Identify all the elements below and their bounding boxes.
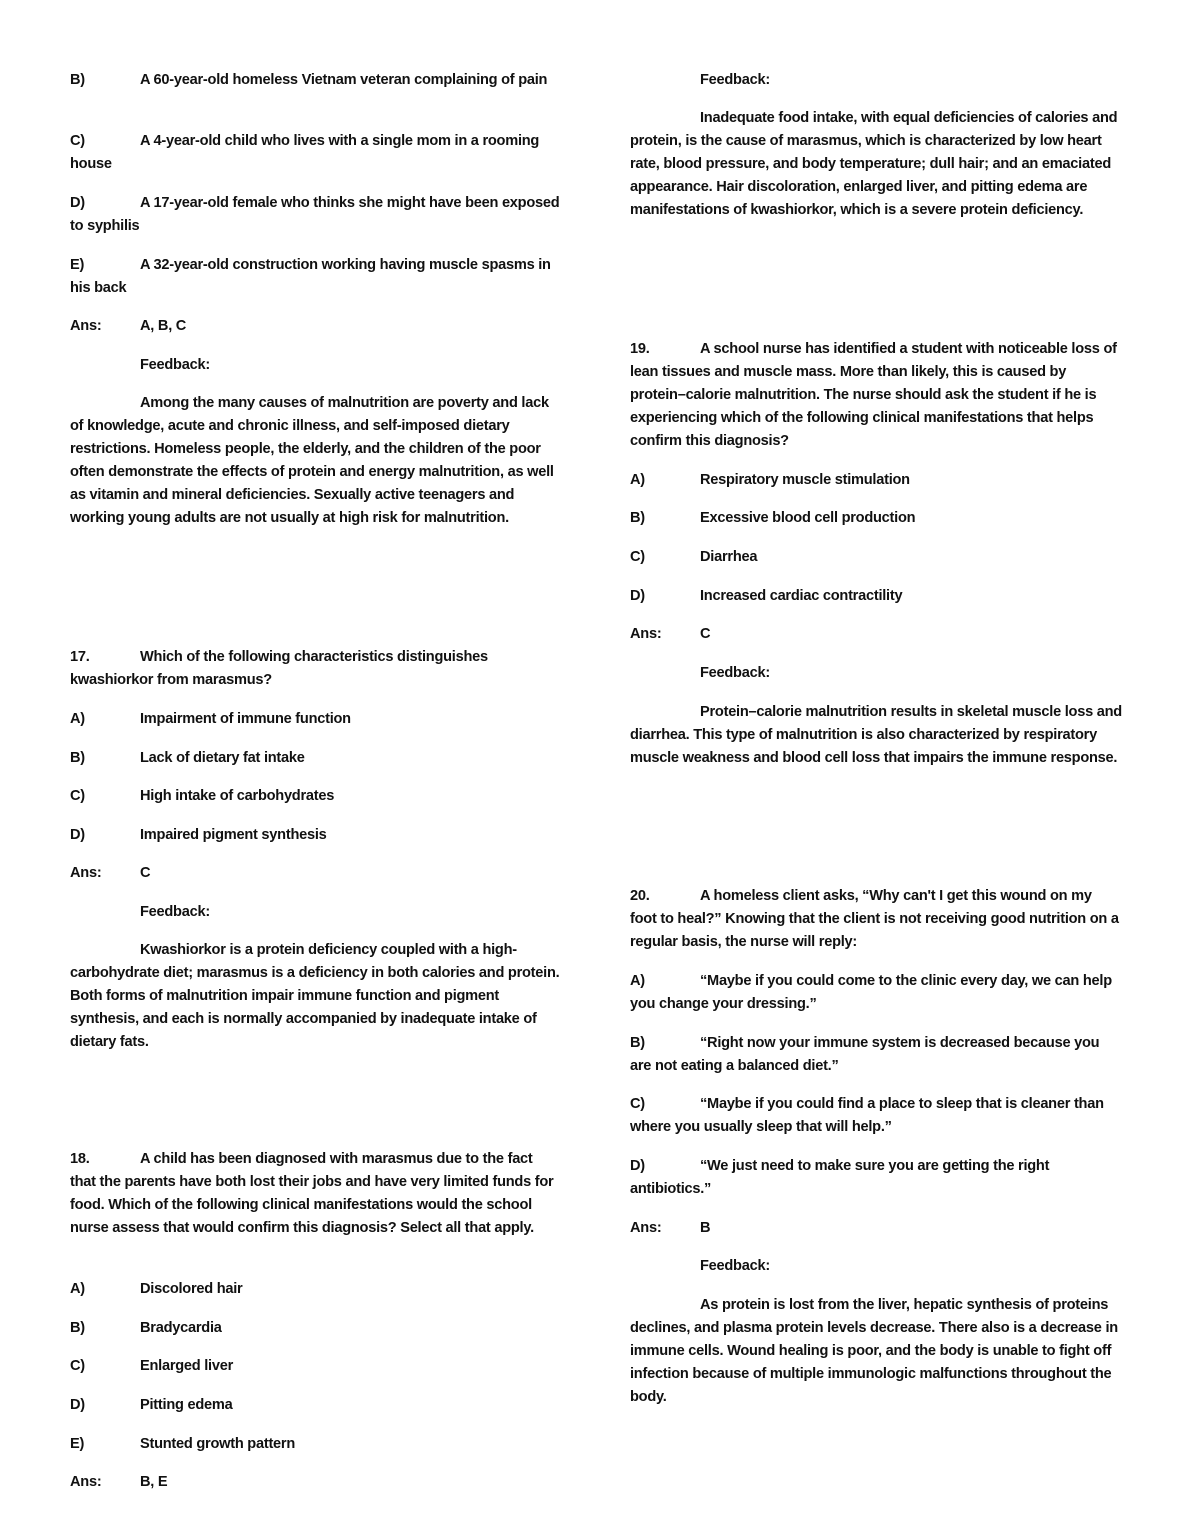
option (70, 254, 562, 300)
item-text: A 32-year-old construction working having muscle spasms in his back (70, 257, 551, 296)
item-text: Feedback: (700, 665, 770, 681)
item-label: 17. (70, 649, 90, 665)
item-text: Enlarged liver (140, 1358, 234, 1374)
question (70, 1148, 562, 1240)
item-text: Feedback: (140, 357, 210, 373)
item-text: A school nurse has identified a student with noticeable loss of lean tissues and muscle mass. More than likely, this is caused by protein–calorie malnutrition. The nurse should ask the student if he is experiencing which of the following clinical manifestations that helps confirm this diagnosis? (630, 341, 1117, 449)
item-text: Bradycardia (140, 1320, 222, 1336)
item-label: D) (70, 1397, 85, 1413)
option (70, 824, 562, 847)
item-label: B) (70, 72, 85, 88)
answer (630, 623, 1122, 646)
option (630, 546, 1122, 569)
item-text: A, B, C (140, 318, 187, 334)
item-label: 18. (70, 1151, 90, 1167)
item-label: D) (70, 195, 85, 211)
item-label: B) (70, 750, 85, 766)
option (630, 1093, 1122, 1139)
feedback-text (70, 392, 562, 530)
item-text: High intake of carbohydrates (140, 788, 335, 804)
item-text: Discolored hair (140, 1281, 243, 1297)
answer (70, 862, 562, 885)
option (70, 1355, 562, 1378)
feedback-heading (70, 354, 562, 377)
feedback-text (630, 701, 1122, 770)
option (70, 130, 562, 176)
item-text: As protein is lost from the liver, hepatic synthesis of proteins declines, and plasma protein levels decrease. There also is a decrease in immune cells. Wound healing is poor, and the body is unable to fight off infection because of multiple immunologic malfunctions throughout the body. (630, 1297, 1118, 1405)
option (630, 507, 1122, 530)
item-text: A homeless client asks, “Why can't I get this wound on my foot to heal?” Knowing that the client is not receiving good nutrition on a regular basis, the nurse will reply: (630, 888, 1119, 950)
item-text: “We just need to make sure you are getting the right antibiotics.” (630, 1158, 1050, 1197)
item-label: C) (630, 549, 645, 565)
item-label: E) (70, 257, 85, 273)
item-text: Excessive blood cell production (700, 510, 916, 526)
question (70, 646, 562, 692)
item-text: Inadequate food intake, with equal deficiencies of calories and protein, is the cause of marasmus, which is characterized by low heart rate, blood pressure, and body temperature; dull hair; and an emaciated appearance. Hair discoloration, enlarged liver, and pitting edema are manifestations of kwashiorkor, which is a severe protein deficiency. (630, 110, 1118, 218)
feedback-text (630, 107, 1122, 222)
option (70, 747, 562, 770)
item-text: Diarrhea (700, 549, 758, 565)
item-text: Stunted growth pattern (140, 1436, 296, 1452)
option (630, 1032, 1122, 1078)
item-text: Feedback: (700, 1258, 770, 1274)
item-label: C) (70, 133, 85, 149)
item-text: C (700, 626, 711, 642)
option (630, 585, 1122, 608)
item-label: Ans: (630, 626, 662, 642)
item-label: 19. (630, 341, 650, 357)
item-label: Ans: (70, 865, 102, 881)
option (70, 785, 562, 808)
item-label: Ans: (630, 1220, 662, 1236)
item-text: Impaired pigment synthesis (140, 827, 327, 843)
item-text: “Maybe if you could find a place to sleep that is cleaner than where you usually sleep that will help.” (630, 1096, 1104, 1135)
feedback-heading (630, 662, 1122, 685)
item-text: Protein–calorie malnutrition results in skeletal muscle loss and diarrhea. This type of malnutrition is also characterized by respiratory muscle weakness and blood cell loss that impairs the immune response. (630, 704, 1122, 766)
item-text: B, E (140, 1474, 168, 1490)
item-text: Lack of dietary fat intake (140, 750, 305, 766)
question (630, 885, 1122, 954)
option (70, 1278, 562, 1301)
answer (630, 1217, 1122, 1240)
option (630, 970, 1122, 1016)
item-text: A 4-year-old child who lives with a single mom in a rooming house (70, 133, 540, 172)
feedback-heading (630, 69, 1122, 92)
item-label: A) (630, 973, 645, 989)
feedback-text (70, 939, 562, 1054)
feedback-heading (630, 1255, 1122, 1278)
item-label: Ans: (70, 318, 102, 334)
option (70, 1317, 562, 1340)
item-label: A) (630, 472, 645, 488)
item-text: Increased cardiac contractility (700, 588, 903, 604)
item-label: A) (70, 1281, 85, 1297)
item-label: D) (70, 827, 85, 843)
option (70, 708, 562, 731)
question (630, 338, 1122, 453)
item-text: A child has been diagnosed with marasmus due to the fact that the parents have both lost their jobs and have very limited funds for food. Which of the following clinical manifestations would the school nurse assess that would confirm this diagnosis? Select all that apply. (70, 1151, 554, 1236)
item-label: Ans: (70, 1474, 102, 1490)
item-text: Impairment of immune function (140, 711, 351, 727)
item-label: A) (70, 711, 85, 727)
option (630, 1155, 1122, 1201)
item-label: 20. (630, 888, 650, 904)
item-text: A 60-year-old homeless Vietnam veteran complaining of pain (140, 72, 548, 88)
item-label: C) (70, 788, 85, 804)
item-text: Kwashiorkor is a protein deficiency coupled with a high-carbohydrate diet; marasmus is a deficiency in both calories and protein. Both forms of malnutrition impair immune function and pigment synthesis, and each is normally accompanied by inadequate intake of dietary fats. (70, 942, 560, 1050)
answer (70, 315, 562, 338)
option (70, 69, 562, 92)
item-text: “Maybe if you could come to the clinic every day, we can help you change your dressing.” (630, 973, 1112, 1012)
item-text: Among the many causes of malnutrition are poverty and lack of knowledge, acute and chronic illness, and self-imposed dietary restrictions. Homeless people, the elderly, and the children of the poor often demonstrate the effects of protein and energy malnutrition, as well as vitamin and mineral deficiencies. Sexually active teenagers and working young adults are not usually at high risk for malnutrition. (70, 395, 554, 526)
option (630, 469, 1122, 492)
item-label: E) (70, 1436, 85, 1452)
option (70, 1433, 562, 1456)
option (70, 192, 562, 238)
item-label: D) (630, 588, 645, 604)
item-text: Feedback: (700, 72, 770, 88)
item-text: C (140, 865, 151, 881)
item-label: B) (70, 1320, 85, 1336)
item-text: Pitting edema (140, 1397, 233, 1413)
item-text: “Right now your immune system is decreased because you are not eating a balanced diet.” (630, 1035, 1100, 1074)
feedback-text (630, 1294, 1122, 1409)
feedback-heading (70, 901, 562, 924)
item-label: B) (630, 1035, 645, 1051)
answer (70, 1471, 562, 1494)
item-text: B (700, 1220, 711, 1236)
option (70, 1394, 562, 1417)
item-label: B) (630, 510, 645, 526)
item-label: C) (630, 1096, 645, 1112)
item-label: D) (630, 1158, 645, 1174)
item-text: Which of the following characteristics distinguishes kwashiorkor from marasmus? (70, 649, 488, 688)
item-text: Respiratory muscle stimulation (700, 472, 910, 488)
item-label: C) (70, 1358, 85, 1374)
item-text: A 17-year-old female who thinks she might have been exposed to syphilis (70, 195, 560, 234)
item-text: Feedback: (140, 904, 210, 920)
